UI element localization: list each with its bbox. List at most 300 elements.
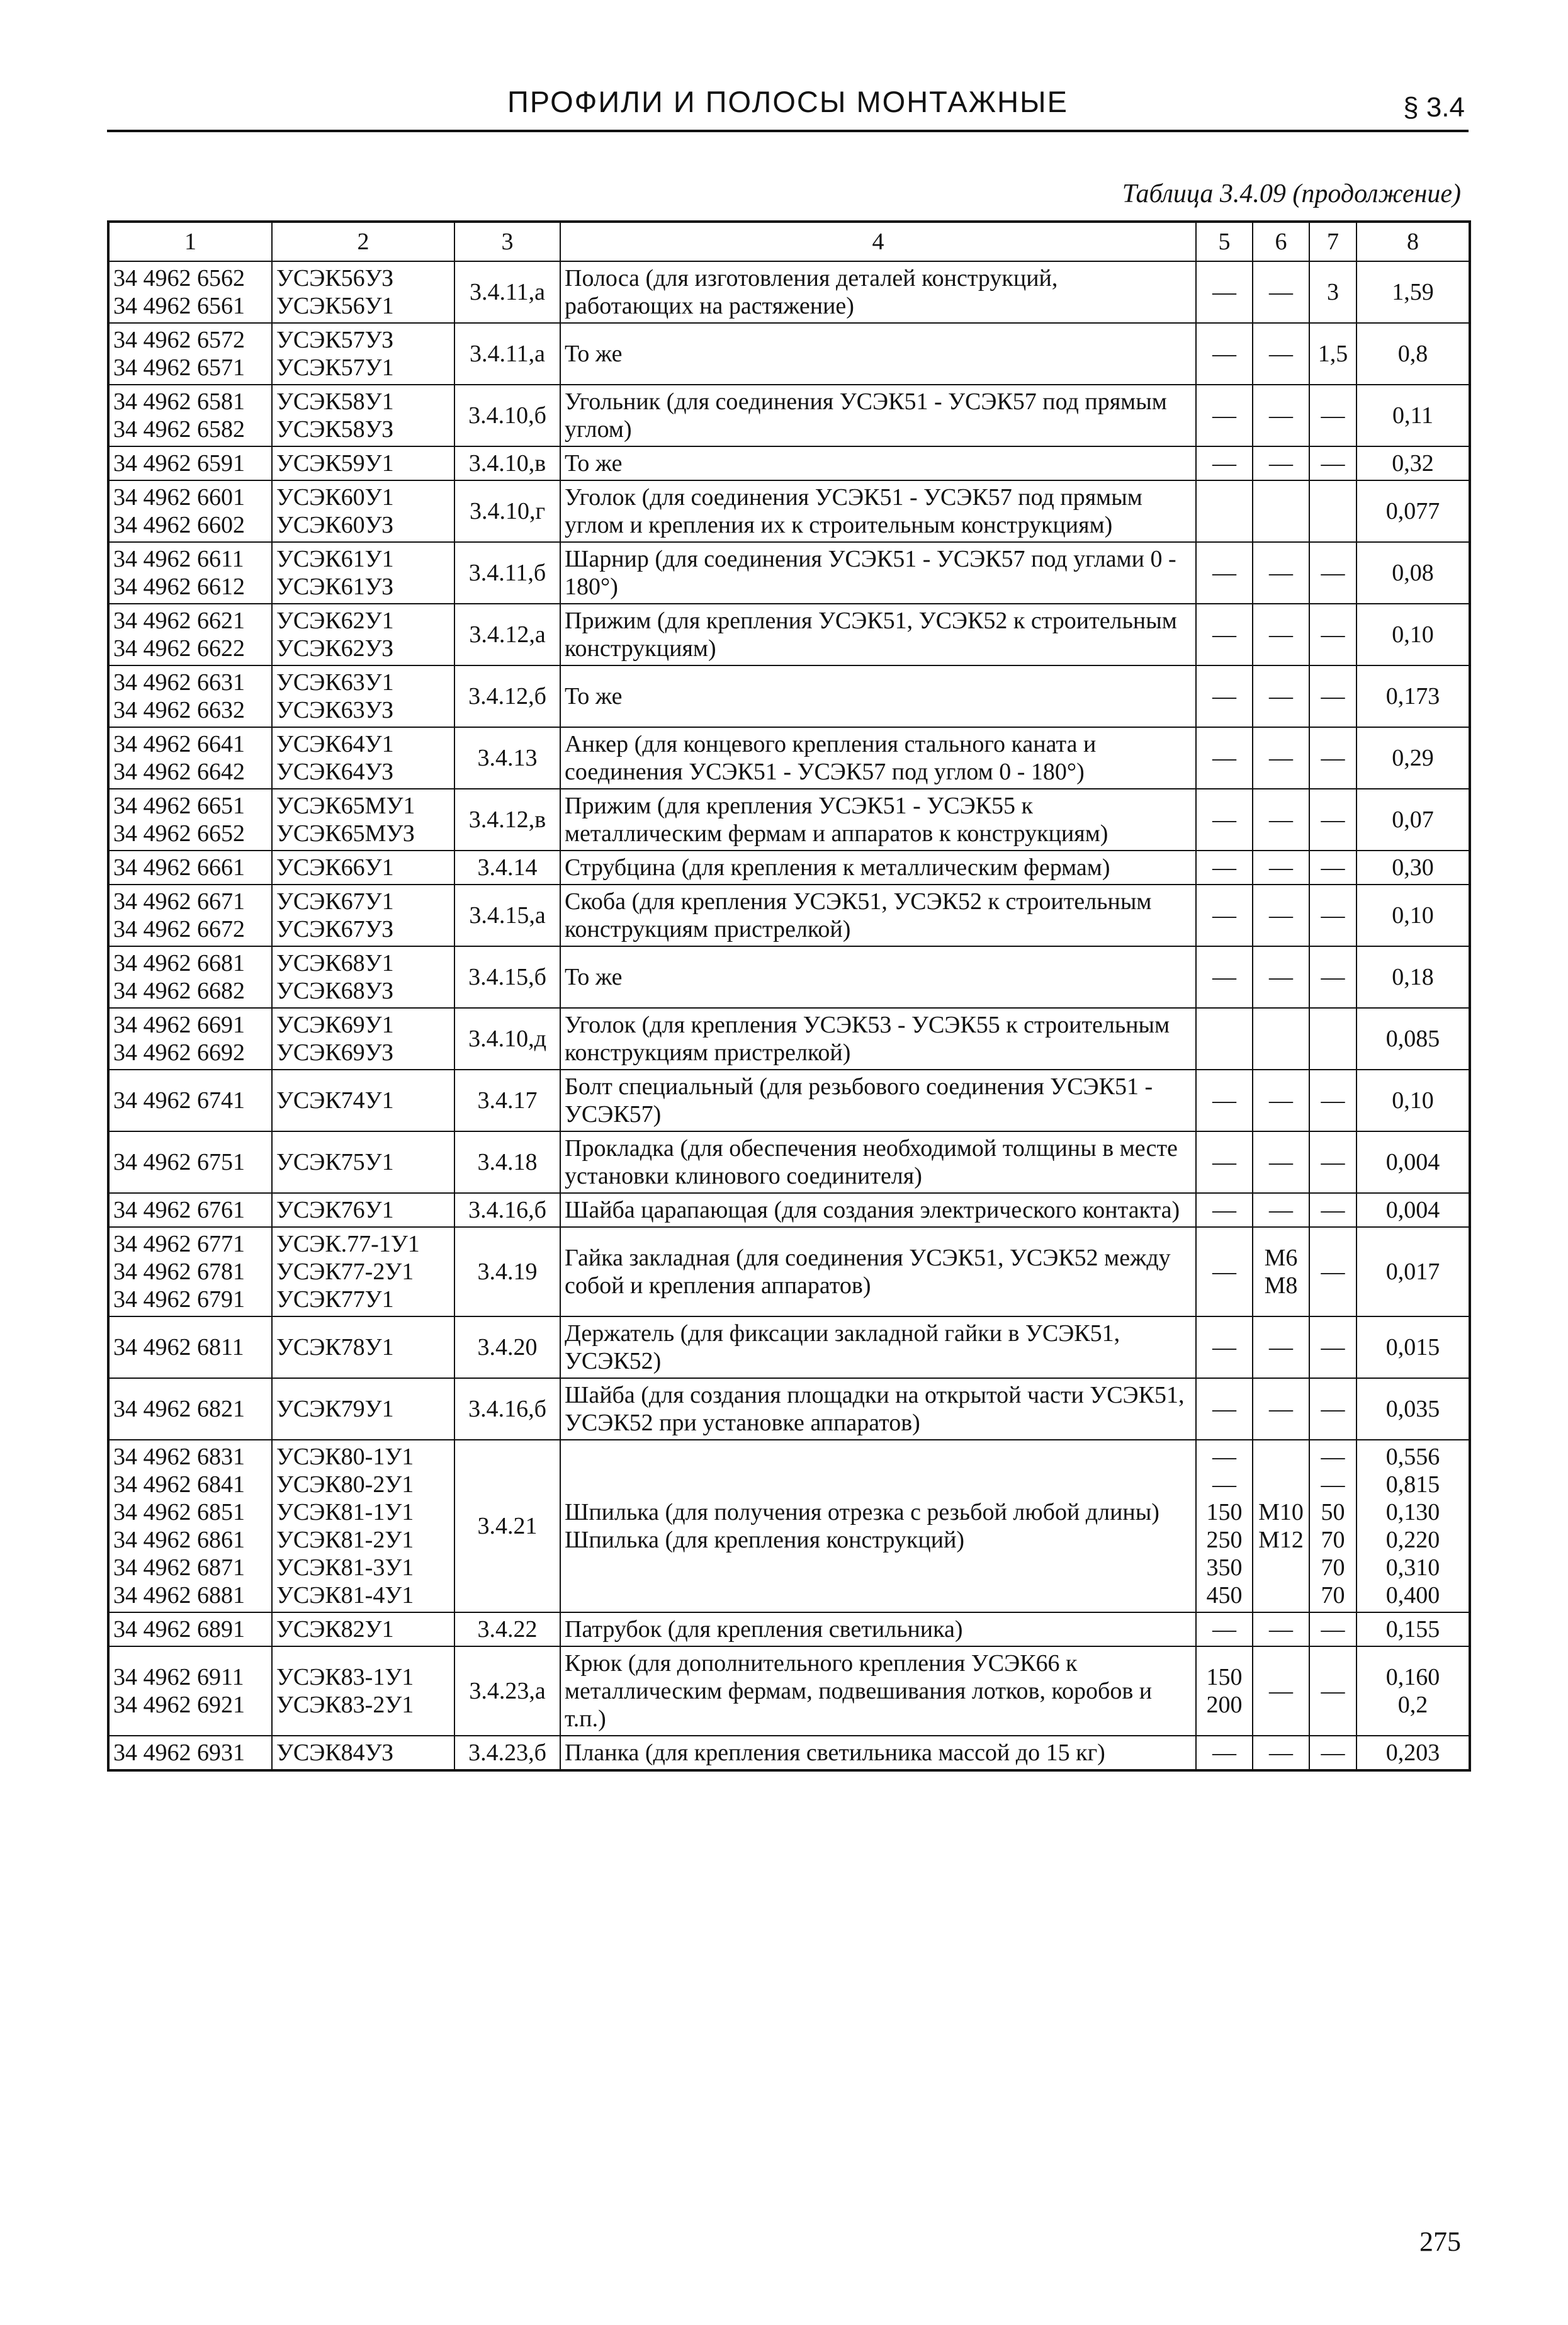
- product-code: [108, 665, 272, 727]
- column-7-value: [1309, 1131, 1356, 1193]
- type-designation-line: УСЭК80-1У1: [276, 1444, 414, 1470]
- type-designation-line: УСЭК65МУ1: [276, 793, 415, 819]
- table-row: [108, 261, 1470, 323]
- type-designation: [272, 542, 454, 604]
- product-code: [108, 727, 272, 789]
- description: Шпилька (для получения отрезка с резьбой любой длины) Шпилька (для крепления конструкций): [560, 1440, 1196, 1612]
- column-5-value: [1196, 885, 1253, 946]
- figure-reference: 3.4.17: [454, 1070, 560, 1131]
- column-5-value: [1196, 1227, 1253, 1316]
- column-7-value-line: —: [1321, 1740, 1345, 1766]
- description: Прокладка (для обеспечения необходимой толщины в месте установки клинового соединителя): [560, 1131, 1196, 1193]
- column-5-value: [1196, 789, 1253, 851]
- mass-value-line: 0,220: [1385, 1527, 1440, 1553]
- column-6-value-line: —: [1269, 560, 1293, 586]
- product-code-line: 34 4962 6561: [113, 293, 245, 319]
- mass-value: [1356, 885, 1470, 946]
- column-6-value-line: —: [1269, 1740, 1293, 1766]
- mass-value: [1356, 946, 1470, 1008]
- mass-value: [1356, 665, 1470, 727]
- product-code: [108, 946, 272, 1008]
- column-7-value-line: —: [1321, 902, 1345, 929]
- column-7-value: [1309, 789, 1356, 851]
- product-code: [108, 480, 272, 542]
- type-designation: [272, 1008, 454, 1070]
- column-header: 8: [1356, 222, 1470, 261]
- type-designation: [272, 946, 454, 1008]
- table-row: [108, 1736, 1470, 1770]
- mass-value-line: 0,18: [1392, 964, 1434, 990]
- type-designation-line: УСЭК56УЗ: [276, 265, 394, 291]
- product-code: [108, 1646, 272, 1736]
- column-5-value: [1196, 1316, 1253, 1378]
- mass-value: [1356, 1131, 1470, 1193]
- type-designation: [272, 323, 454, 385]
- type-designation: [272, 480, 454, 542]
- product-code-line: 34 4962 6601: [113, 484, 245, 511]
- table-row: [108, 1612, 1470, 1646]
- product-code-line: 34 4962 6911: [113, 1664, 244, 1690]
- product-code: [108, 1193, 272, 1227]
- type-designation-line: УСЭК67У1: [276, 888, 394, 915]
- column-5-value: [1196, 1736, 1253, 1770]
- figure-reference: 3.4.22: [454, 1612, 560, 1646]
- description: Планка (для крепления светильника массой до 15 кг): [560, 1736, 1196, 1770]
- figure-reference: 3.4.14: [454, 851, 560, 885]
- column-5-value: [1196, 480, 1253, 542]
- mass-value-line: 0,11: [1392, 402, 1434, 429]
- type-designation: [272, 1070, 454, 1131]
- description: Полоса (для изготовления деталей конструкций, работающих на растяжение): [560, 261, 1196, 323]
- column-7-value: [1309, 480, 1356, 542]
- column-6-value: [1253, 1440, 1309, 1612]
- column-7-value-line: —: [1321, 1334, 1345, 1360]
- product-code: [108, 1008, 272, 1070]
- mass-value: [1356, 604, 1470, 665]
- column-6-value: [1253, 946, 1309, 1008]
- column-6-value: [1253, 542, 1309, 604]
- type-designation: [272, 1193, 454, 1227]
- type-designation-line: УСЭК66У1: [276, 854, 394, 881]
- product-code: [108, 1612, 272, 1646]
- table-row: [108, 727, 1470, 789]
- table-row: [108, 1131, 1470, 1193]
- column-5-value-line: —: [1212, 402, 1236, 429]
- column-5-value-line: —: [1212, 279, 1236, 305]
- column-5-value: [1196, 542, 1253, 604]
- column-header: 4: [560, 222, 1196, 261]
- column-number-row: [108, 222, 1470, 261]
- description: Уголок (для крепления УСЭК53 - УСЭК55 к строительным конструкциям пристрелкой): [560, 1008, 1196, 1070]
- column-header: 7: [1309, 222, 1356, 261]
- column-6-value: [1253, 1646, 1309, 1736]
- column-7-value: [1309, 542, 1356, 604]
- column-7-value: [1309, 446, 1356, 480]
- mass-value-line: 0,32: [1392, 450, 1434, 477]
- figure-reference: 3.4.11,а: [454, 323, 560, 385]
- column-5-value-line: —: [1212, 450, 1236, 477]
- product-code-line: 34 4962 6652: [113, 820, 245, 847]
- column-6-value: [1253, 261, 1309, 323]
- mass-value: [1356, 1646, 1470, 1736]
- mass-value-line: 0,8: [1397, 341, 1428, 367]
- table-row: [108, 1008, 1470, 1070]
- description: То же: [560, 446, 1196, 480]
- column-6-value-line: —: [1269, 341, 1293, 367]
- type-designation-line: УСЭК56У1: [276, 293, 394, 319]
- type-designation: [272, 1316, 454, 1378]
- column-6-value-line: —: [1269, 450, 1293, 477]
- type-designation: [272, 851, 454, 885]
- figure-reference: 3.4.23,б: [454, 1736, 560, 1770]
- column-7-value: [1309, 885, 1356, 946]
- description: Шайба царапающая (для создания электрического контакта): [560, 1193, 1196, 1227]
- product-code: [108, 789, 272, 851]
- mass-value-line: 0,07: [1392, 806, 1434, 833]
- table-row: [108, 1316, 1470, 1378]
- column-5-value-line: —: [1212, 1471, 1236, 1498]
- column-7-value-line: —: [1321, 1678, 1345, 1704]
- column-7-value-line: —: [1321, 1259, 1345, 1285]
- mass-value-line: 0,10: [1392, 902, 1434, 929]
- type-designation-line: УСЭК69У1: [276, 1012, 394, 1038]
- column-5-value: [1196, 323, 1253, 385]
- type-designation-line: УСЭК60УЗ: [276, 512, 394, 538]
- mass-value: [1356, 385, 1470, 446]
- mass-value-line: 0,08: [1392, 560, 1434, 586]
- type-designation: [272, 1440, 454, 1612]
- mass-value-line: 0,2: [1397, 1692, 1428, 1718]
- column-6-value: [1253, 851, 1309, 885]
- mass-value-line: 0,29: [1392, 745, 1434, 771]
- mass-value: [1356, 323, 1470, 385]
- description: Гайка закладная (для соединения УСЭК51, УСЭК52 между собой и крепления аппаратов): [560, 1227, 1196, 1316]
- column-7-value: [1309, 1008, 1356, 1070]
- column-7-value-line: 70: [1321, 1527, 1345, 1553]
- column-7-value-line: —: [1321, 964, 1345, 990]
- column-7-value-line: —: [1321, 745, 1345, 771]
- type-designation: [272, 727, 454, 789]
- product-code-line: 34 4962 6851: [113, 1499, 245, 1525]
- column-6-value-line: —: [1269, 1678, 1293, 1704]
- description: Шайба (для создания площадки на открытой части УСЭК51, УСЭК52 при установке аппаратов): [560, 1378, 1196, 1440]
- column-7-value: [1309, 261, 1356, 323]
- product-code-line: 34 4962 6562: [113, 265, 245, 291]
- column-7-value-line: 1,5: [1317, 341, 1348, 367]
- type-designation-line: УСЭК62УЗ: [276, 635, 394, 662]
- column-5-value-line: —: [1212, 964, 1236, 990]
- product-code-line: 34 4962 6691: [113, 1012, 245, 1038]
- figure-reference: 3.4.12,б: [454, 665, 560, 727]
- column-7-value-line: —: [1321, 1471, 1345, 1498]
- table-row: [108, 1193, 1470, 1227]
- figure-reference: 3.4.11,а: [454, 261, 560, 323]
- product-code-line: 34 4962 6621: [113, 608, 245, 634]
- type-designation-line: УСЭК82У1: [276, 1616, 394, 1643]
- figure-reference: 3.4.12,а: [454, 604, 560, 665]
- column-5-value-line: —: [1212, 621, 1236, 648]
- product-code-line: 34 4962 6671: [113, 888, 245, 915]
- mass-value: [1356, 1008, 1470, 1070]
- type-designation-line: УСЭК.77-1У1: [276, 1231, 420, 1257]
- column-7-value-line: —: [1321, 683, 1345, 710]
- column-6-value: [1253, 446, 1309, 480]
- product-code-line: 34 4962 6622: [113, 635, 245, 662]
- product-code-line: 34 4962 6891: [113, 1616, 245, 1643]
- mass-value: [1356, 480, 1470, 542]
- mass-value-line: 0,203: [1385, 1740, 1440, 1766]
- figure-reference: 3.4.18: [454, 1131, 560, 1193]
- column-7-value: [1309, 727, 1356, 789]
- column-7-value: [1309, 1612, 1356, 1646]
- column-5-value-line: —: [1212, 1259, 1236, 1285]
- column-5-value-line: 350: [1206, 1554, 1243, 1581]
- parts-table: [107, 220, 1471, 1772]
- type-designation-line: УСЭК81-3У1: [276, 1554, 414, 1581]
- column-5-value-line: —: [1212, 1334, 1236, 1360]
- mass-value-line: 0,004: [1385, 1197, 1440, 1223]
- type-designation-line: УСЭК67УЗ: [276, 916, 394, 942]
- table-row: [108, 885, 1470, 946]
- column-5-value-line: —: [1212, 902, 1236, 929]
- product-code-line: 34 4962 6861: [113, 1527, 245, 1553]
- type-designation: [272, 446, 454, 480]
- product-code-line: 34 4962 6672: [113, 916, 245, 942]
- description: Болт специальный (для резьбового соединения УСЭК51 - УСЭК57): [560, 1070, 1196, 1131]
- table-row: [108, 446, 1470, 480]
- column-7-value: [1309, 1227, 1356, 1316]
- column-7-value: [1309, 665, 1356, 727]
- column-6-value-line: —: [1269, 683, 1293, 710]
- description: Уголок (для соединения УСЭК51 - УСЭК57 под прямым углом и крепления их к строительным конструкциям): [560, 480, 1196, 542]
- table-row: [108, 323, 1470, 385]
- product-code-line: 34 4962 6572: [113, 327, 245, 353]
- product-code-line: 34 4962 6632: [113, 697, 245, 723]
- column-6-value-line: М10: [1258, 1499, 1304, 1525]
- mass-value: [1356, 446, 1470, 480]
- description: Крюк (для дополнительного крепления УСЭК66 к металлическим фермам, подвешивания лотков, коробов и т.п.): [560, 1646, 1196, 1736]
- product-code-line: 34 4962 6741: [113, 1087, 245, 1114]
- mass-value-line: 0,017: [1385, 1259, 1440, 1285]
- type-designation-line: УСЭК68УЗ: [276, 978, 394, 1004]
- column-5-value: [1196, 1440, 1253, 1612]
- type-designation-line: УСЭК57У1: [276, 354, 394, 381]
- mass-value: [1356, 1440, 1470, 1612]
- product-code-line: 34 4962 6602: [113, 512, 245, 538]
- column-7-value-line: —: [1321, 560, 1345, 586]
- figure-reference: 3.4.20: [454, 1316, 560, 1378]
- product-code: [108, 1736, 272, 1770]
- mass-value-line: 0,30: [1392, 854, 1434, 881]
- product-code-line: 34 4962 6651: [113, 793, 245, 819]
- product-code: [108, 542, 272, 604]
- description: Струбцина (для крепления к металлическим фермам): [560, 851, 1196, 885]
- figure-reference: 3.4.10,д: [454, 1008, 560, 1070]
- column-7-value: [1309, 1646, 1356, 1736]
- table-row: [108, 1070, 1470, 1131]
- product-code: [108, 1378, 272, 1440]
- column-5-value-line: 250: [1206, 1527, 1243, 1553]
- product-code-line: 34 4962 6682: [113, 978, 245, 1004]
- column-6-value-line: —: [1269, 1149, 1293, 1175]
- table-row: [108, 542, 1470, 604]
- figure-reference: 3.4.11,б: [454, 542, 560, 604]
- type-designation-line: УСЭК81-2У1: [276, 1527, 414, 1553]
- column-7-value-line: —: [1321, 806, 1345, 833]
- mass-value: [1356, 1378, 1470, 1440]
- mass-value: [1356, 542, 1470, 604]
- mass-value-line: 0,173: [1385, 683, 1440, 710]
- column-5-value-line: —: [1212, 1149, 1236, 1175]
- product-code: [108, 851, 272, 885]
- product-code-line: 34 4962 6611: [113, 546, 244, 572]
- column-5-value: [1196, 1193, 1253, 1227]
- column-7-value-line: 3: [1327, 279, 1339, 305]
- table-row: [108, 665, 1470, 727]
- description: Держатель (для фиксации закладной гайки в УСЭК51, УСЭК52): [560, 1316, 1196, 1378]
- figure-reference: 3.4.10,г: [454, 480, 560, 542]
- column-6-value-line: —: [1269, 1616, 1293, 1643]
- table-row: [108, 1378, 1470, 1440]
- figure-reference: 3.4.10,б: [454, 385, 560, 446]
- column-5-value: [1196, 1131, 1253, 1193]
- type-designation-line: УСЭК57УЗ: [276, 327, 394, 353]
- mass-value-line: 0,310: [1385, 1554, 1440, 1581]
- type-designation-line: УСЭК63У1: [276, 669, 394, 696]
- column-7-value-line: —: [1321, 402, 1345, 429]
- product-code-line: 34 4962 6921: [113, 1692, 245, 1718]
- column-7-value-line: —: [1321, 450, 1345, 477]
- type-designation-line: УСЭК68У1: [276, 950, 394, 976]
- column-6-value: [1253, 1193, 1309, 1227]
- figure-reference: 3.4.19: [454, 1227, 560, 1316]
- column-7-value-line: 70: [1321, 1554, 1345, 1581]
- column-7-value: [1309, 1378, 1356, 1440]
- figure-reference: 3.4.21: [454, 1440, 560, 1612]
- mass-value: [1356, 1227, 1470, 1316]
- type-designation: [272, 1378, 454, 1440]
- product-code: [108, 1131, 272, 1193]
- type-designation: [272, 885, 454, 946]
- column-5-value-line: 450: [1206, 1582, 1243, 1609]
- type-designation: [272, 1612, 454, 1646]
- column-7-value-line: —: [1321, 1396, 1345, 1422]
- column-7-value-line: —: [1321, 1149, 1345, 1175]
- column-5-value: [1196, 1070, 1253, 1131]
- product-code-line: 34 4962 6591: [113, 450, 245, 477]
- column-7-value: [1309, 851, 1356, 885]
- type-designation: [272, 1131, 454, 1193]
- mass-value-line: 0,004: [1385, 1149, 1440, 1175]
- mass-value: [1356, 851, 1470, 885]
- section-reference: § 3.4: [1403, 92, 1465, 123]
- column-5-value-line: —: [1212, 1444, 1236, 1470]
- type-designation-line: УСЭК77У1: [276, 1286, 394, 1313]
- column-header: 2: [272, 222, 454, 261]
- type-designation-line: УСЭК59У1: [276, 450, 394, 477]
- type-designation-line: УСЭК84УЗ: [276, 1740, 394, 1766]
- column-5-value-line: —: [1212, 1087, 1236, 1114]
- column-6-value: [1253, 480, 1309, 542]
- mass-value: [1356, 1736, 1470, 1770]
- column-6-value: [1253, 1227, 1309, 1316]
- column-5-value-line: 150: [1206, 1499, 1243, 1525]
- mass-value-line: 0,10: [1392, 1087, 1434, 1114]
- column-5-value-line: —: [1212, 683, 1236, 710]
- mass-value-line: 0,015: [1385, 1334, 1440, 1360]
- figure-reference: 3.4.23,а: [454, 1646, 560, 1736]
- column-6-value-line: —: [1269, 402, 1293, 429]
- type-designation-line: УСЭК76У1: [276, 1197, 394, 1223]
- product-code-line: 34 4962 6612: [113, 574, 245, 600]
- column-5-value: [1196, 946, 1253, 1008]
- table-row: [108, 946, 1470, 1008]
- type-designation-line: УСЭК58УЗ: [276, 416, 394, 443]
- type-designation-line: УСЭК60У1: [276, 484, 394, 511]
- figure-reference: 3.4.12,в: [454, 789, 560, 851]
- product-code-line: 34 4962 6751: [113, 1149, 245, 1175]
- column-7-value: [1309, 1316, 1356, 1378]
- description: Прижим (для крепления УСЭК51, УСЭК52 к строительным конструкциям): [560, 604, 1196, 665]
- column-5-value: [1196, 1008, 1253, 1070]
- column-5-value: [1196, 727, 1253, 789]
- column-7-value-line: —: [1321, 1444, 1345, 1470]
- type-designation-line: УСЭК83-2У1: [276, 1692, 414, 1718]
- product-code: [108, 323, 272, 385]
- product-code-line: 34 4962 6821: [113, 1396, 245, 1422]
- mass-value: [1356, 727, 1470, 789]
- product-code-line: 34 4962 6841: [113, 1471, 245, 1498]
- description: Анкер (для концевого крепления стального каната и соединения УСЭК51 - УСЭК57 под углом 0 - 180°): [560, 727, 1196, 789]
- mass-value-line: 0,077: [1385, 498, 1440, 524]
- mass-value: [1356, 789, 1470, 851]
- column-header: 1: [108, 222, 272, 261]
- column-6-value-line: —: [1269, 279, 1293, 305]
- column-6-value: [1253, 727, 1309, 789]
- table-row: [108, 1440, 1470, 1612]
- type-designation-line: УСЭК81-1У1: [276, 1499, 414, 1525]
- column-5-value: [1196, 261, 1253, 323]
- mass-value-line: 0,160: [1385, 1664, 1440, 1690]
- column-6-value: [1253, 323, 1309, 385]
- column-5-value-line: —: [1212, 1616, 1236, 1643]
- figure-reference: 3.4.16,б: [454, 1193, 560, 1227]
- column-6-value-line: —: [1269, 745, 1293, 771]
- column-header: 6: [1253, 222, 1309, 261]
- product-code-line: 34 4962 6771: [113, 1231, 245, 1257]
- type-designation-line: УСЭК64У1: [276, 731, 394, 757]
- product-code: [108, 446, 272, 480]
- column-7-value-line: 70: [1321, 1582, 1345, 1609]
- column-5-value-line: —: [1212, 854, 1236, 881]
- column-5-value-line: 200: [1206, 1692, 1243, 1718]
- mass-value-line: 0,556: [1385, 1444, 1440, 1470]
- type-designation-line: УСЭК81-4У1: [276, 1582, 414, 1609]
- product-code-line: 34 4962 6582: [113, 416, 245, 443]
- description: То же: [560, 323, 1196, 385]
- product-code-line: 34 4962 6692: [113, 1039, 245, 1066]
- column-6-value-line: —: [1269, 1087, 1293, 1114]
- column-6-value-line: М8: [1264, 1272, 1298, 1299]
- mass-value: [1356, 1316, 1470, 1378]
- column-6-value: [1253, 604, 1309, 665]
- figure-reference: 3.4.13: [454, 727, 560, 789]
- column-6-value: [1253, 789, 1309, 851]
- mass-value: [1356, 261, 1470, 323]
- column-5-value-line: —: [1212, 341, 1236, 367]
- mass-value-line: 0,035: [1385, 1396, 1440, 1422]
- column-7-value-line: —: [1321, 1087, 1345, 1114]
